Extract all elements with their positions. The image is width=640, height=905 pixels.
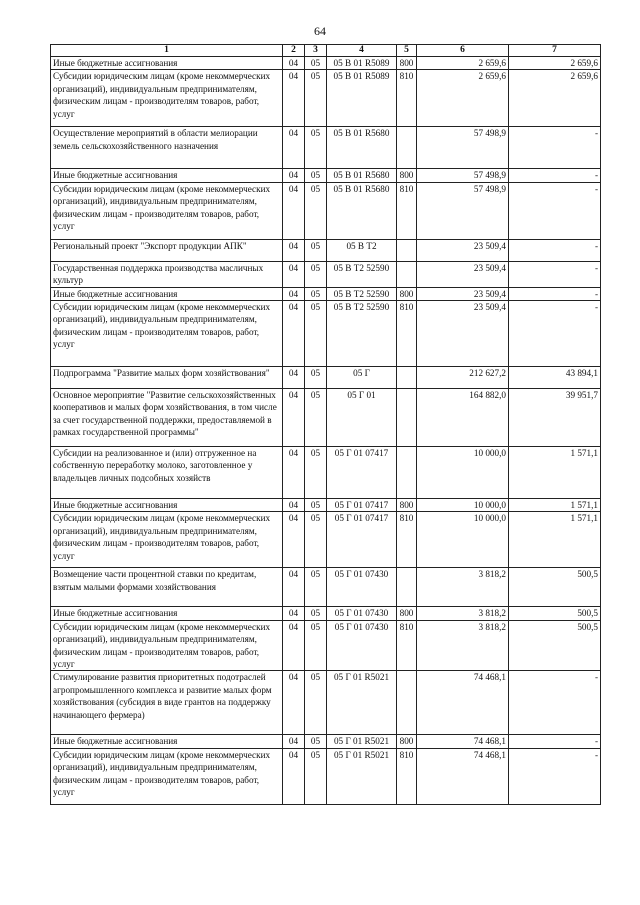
table-row [51, 239, 601, 261]
row-code-cell: 04 [283, 389, 305, 447]
row-amount-cell: 500,5 [509, 620, 601, 671]
row-amount-cell: 10 000,0 [417, 499, 509, 512]
row-code-cell: 05 [305, 70, 327, 127]
row-code-cell: 05 [305, 169, 327, 182]
budget-table [50, 44, 601, 805]
row-code-cell: 05 В 01 R5680 [327, 127, 397, 169]
row-name-cell: Иные бюджетные ассигнования [51, 57, 283, 70]
table-row [51, 671, 601, 735]
row-amount-cell: 2 659,6 [509, 70, 601, 127]
row-code-cell: 05 [305, 568, 327, 607]
row-code-cell: 04 [283, 169, 305, 182]
row-code-cell: 05 [305, 57, 327, 70]
header-col-3: 3 [305, 45, 327, 57]
header-col-7: 7 [509, 45, 601, 57]
row-amount-cell: 3 818,2 [417, 607, 509, 620]
row-code-cell: 05 Г 01 [327, 389, 397, 447]
row-code-cell: 04 [283, 735, 305, 748]
row-code-cell: 05 [305, 182, 327, 239]
row-name-cell: Государственная поддержка производства масличных культур [51, 261, 283, 287]
row-code-cell: 04 [283, 239, 305, 261]
table-row [51, 287, 601, 300]
row-amount-cell: 10 000,0 [417, 512, 509, 568]
row-code-cell: 05 В 01 R5089 [327, 70, 397, 127]
row-code-cell: 05 [305, 287, 327, 300]
row-name-cell: Субсидии юридическим лицам (кроме некоммерческих организаций), индивидуальным предпринимателям, физическим лицам - производителям товаров, работ, услуг [51, 620, 283, 671]
row-code-cell: 05 [305, 512, 327, 568]
row-name-cell: Стимулирование развития приоритетных подотраслей агропромышленного комплекса и развитие малых форм хозяйствования (субсидия в виде грантов на поддержку начинающего фермера) [51, 671, 283, 735]
row-name-cell: Осуществление мероприятий в области мелиорации земель сельскохозяйственного назначения [51, 127, 283, 169]
row-code-cell: 810 [397, 182, 417, 239]
row-code-cell: 05 [305, 127, 327, 169]
row-code-cell: 05 В 01 R5089 [327, 57, 397, 70]
row-code-cell: 04 [283, 287, 305, 300]
table-row [51, 127, 601, 169]
row-code-cell: 04 [283, 367, 305, 389]
row-code-cell [397, 261, 417, 287]
row-code-cell: 05 [305, 447, 327, 499]
row-code-cell: 800 [397, 57, 417, 70]
row-amount-cell: 57 498,9 [417, 169, 509, 182]
row-code-cell: 05 [305, 239, 327, 261]
table-row [51, 607, 601, 620]
row-code-cell: 05 Г 01 R5021 [327, 671, 397, 735]
row-amount-cell: 164 882,0 [417, 389, 509, 447]
row-code-cell [397, 671, 417, 735]
row-code-cell: 05 [305, 671, 327, 735]
row-code-cell: 05 Г 01 R5021 [327, 735, 397, 748]
table-row [51, 261, 601, 287]
row-code-cell: 05 [305, 301, 327, 367]
row-code-cell: 04 [283, 671, 305, 735]
row-name-cell: Иные бюджетные ассигнования [51, 735, 283, 748]
row-code-cell: 05 Г 01 07417 [327, 512, 397, 568]
row-code-cell: 810 [397, 620, 417, 671]
row-amount-cell: - [509, 239, 601, 261]
row-amount-cell: - [509, 287, 601, 300]
row-code-cell: 05 Г 01 07417 [327, 499, 397, 512]
row-code-cell: 04 [283, 748, 305, 804]
row-amount-cell: 500,5 [509, 607, 601, 620]
row-name-cell: Возмещение части процентной ставки по кредитам, взятым малыми формами хозяйствования [51, 568, 283, 607]
table-row [51, 57, 601, 70]
row-name-cell: Субсидии юридическим лицам (кроме некоммерческих организаций), индивидуальным предпринимателям, физическим лицам - производителям товаров, работ, услуг [51, 301, 283, 367]
row-amount-cell: 74 468,1 [417, 748, 509, 804]
row-name-cell: Подпрограмма "Развитие малых форм хозяйствования" [51, 367, 283, 389]
row-code-cell: 05 В T2 52590 [327, 301, 397, 367]
row-amount-cell: - [509, 261, 601, 287]
row-code-cell: 810 [397, 70, 417, 127]
row-code-cell: 04 [283, 447, 305, 499]
row-amount-cell: 23 509,4 [417, 287, 509, 300]
row-amount-cell: 43 894,1 [509, 367, 601, 389]
table-row [51, 367, 601, 389]
table-row [51, 389, 601, 447]
row-code-cell: 05 В T2 52590 [327, 261, 397, 287]
row-code-cell [397, 367, 417, 389]
row-code-cell: 800 [397, 607, 417, 620]
row-name-cell: Основное мероприятие "Развитие сельскохозяйственных кооперативов и малых форм хозяйствования, в том числе за счет государственной поддержки, предоставляемой в рамках государственной программы" [51, 389, 283, 447]
row-code-cell: 810 [397, 748, 417, 804]
table-row [51, 499, 601, 512]
row-code-cell: 05 [305, 367, 327, 389]
row-amount-cell: 23 509,4 [417, 239, 509, 261]
row-code-cell: 810 [397, 301, 417, 367]
row-amount-cell: - [509, 127, 601, 169]
row-amount-cell: 3 818,2 [417, 568, 509, 607]
table-row [51, 620, 601, 671]
row-amount-cell: - [509, 735, 601, 748]
row-code-cell: 04 [283, 182, 305, 239]
row-amount-cell: 2 659,6 [417, 57, 509, 70]
row-code-cell: 05 [305, 607, 327, 620]
row-code-cell: 04 [283, 70, 305, 127]
row-code-cell: 04 [283, 568, 305, 607]
row-code-cell: 04 [283, 57, 305, 70]
row-code-cell: 800 [397, 287, 417, 300]
header-col-5: 5 [397, 45, 417, 57]
row-name-cell: Региональный проект "Экспорт продукции АПК" [51, 239, 283, 261]
row-amount-cell: 2 659,6 [417, 70, 509, 127]
table-row [51, 182, 601, 239]
row-amount-cell: 3 818,2 [417, 620, 509, 671]
row-code-cell [397, 127, 417, 169]
row-code-cell: 04 [283, 261, 305, 287]
table-row [51, 301, 601, 367]
table-row [51, 735, 601, 748]
row-code-cell [397, 568, 417, 607]
row-amount-cell: - [509, 671, 601, 735]
header-col-6: 6 [417, 45, 509, 57]
row-name-cell: Субсидии юридическим лицам (кроме некоммерческих организаций), индивидуальным предпринимателям, физическим лицам - производителям товаров, работ, услуг [51, 748, 283, 804]
row-amount-cell: 57 498,9 [417, 182, 509, 239]
row-name-cell: Иные бюджетные ассигнования [51, 607, 283, 620]
row-code-cell: 800 [397, 169, 417, 182]
row-amount-cell: 212 627,2 [417, 367, 509, 389]
row-amount-cell: - [509, 182, 601, 239]
row-code-cell: 05 В T2 [327, 239, 397, 261]
row-name-cell: Иные бюджетные ассигнования [51, 287, 283, 300]
row-code-cell: 04 [283, 512, 305, 568]
row-code-cell: 04 [283, 499, 305, 512]
row-code-cell: 05 [305, 261, 327, 287]
row-amount-cell: - [509, 748, 601, 804]
row-code-cell: 05 Г 01 07430 [327, 607, 397, 620]
row-code-cell: 05 Г 01 07430 [327, 620, 397, 671]
row-name-cell: Субсидии юридическим лицам (кроме некоммерческих организаций), индивидуальным предпринимателям, физическим лицам - производителям товаров, работ, услуг [51, 70, 283, 127]
row-amount-cell: 39 951,7 [509, 389, 601, 447]
row-code-cell: 05 В T2 52590 [327, 287, 397, 300]
page-number: 64 [314, 24, 326, 38]
row-name-cell: Субсидии юридическим лицам (кроме некоммерческих организаций), индивидуальным предпринимателям, физическим лицам - производителям товаров, работ, услуг [51, 512, 283, 568]
table-row [51, 70, 601, 127]
row-amount-cell: - [509, 169, 601, 182]
table-row [51, 447, 601, 499]
row-amount-cell: 1 571,1 [509, 512, 601, 568]
row-amount-cell: 500,5 [509, 568, 601, 607]
row-code-cell: 810 [397, 512, 417, 568]
row-code-cell: 05 Г 01 07417 [327, 447, 397, 499]
table-row [51, 512, 601, 568]
table-row [51, 748, 601, 804]
row-code-cell: 04 [283, 607, 305, 620]
row-amount-cell: 10 000,0 [417, 447, 509, 499]
row-amount-cell: 74 468,1 [417, 671, 509, 735]
row-code-cell: 05 В 01 R5680 [327, 169, 397, 182]
row-code-cell: 05 Г [327, 367, 397, 389]
row-code-cell: 05 [305, 499, 327, 512]
row-amount-cell: 1 571,1 [509, 499, 601, 512]
table-header-row [51, 45, 601, 57]
row-code-cell: 05 Г 01 R5021 [327, 748, 397, 804]
row-code-cell [397, 447, 417, 499]
row-code-cell: 800 [397, 735, 417, 748]
row-code-cell: 05 Г 01 07430 [327, 568, 397, 607]
header-col-4: 4 [327, 45, 397, 57]
row-code-cell: 04 [283, 620, 305, 671]
row-amount-cell: 1 571,1 [509, 447, 601, 499]
row-amount-cell: 2 659,6 [509, 57, 601, 70]
row-name-cell: Иные бюджетные ассигнования [51, 169, 283, 182]
row-code-cell: 05 [305, 735, 327, 748]
row-code-cell: 05 В 01 R5680 [327, 182, 397, 239]
row-code-cell: 04 [283, 127, 305, 169]
header-col-2: 2 [283, 45, 305, 57]
row-code-cell [397, 239, 417, 261]
row-code-cell: 05 [305, 620, 327, 671]
row-amount-cell: - [509, 301, 601, 367]
table-row [51, 169, 601, 182]
row-code-cell: 04 [283, 301, 305, 367]
row-code-cell [397, 389, 417, 447]
row-name-cell: Субсидии юридическим лицам (кроме некоммерческих организаций), индивидуальным предпринимателям, физическим лицам - производителям товаров, работ, услуг [51, 182, 283, 239]
row-name-cell: Иные бюджетные ассигнования [51, 499, 283, 512]
header-col-1: 1 [51, 45, 283, 57]
row-amount-cell: 57 498,9 [417, 127, 509, 169]
row-code-cell: 05 [305, 748, 327, 804]
row-code-cell: 05 [305, 389, 327, 447]
table-row [51, 568, 601, 607]
row-amount-cell: 74 468,1 [417, 735, 509, 748]
row-name-cell: Субсидии на реализованное и (или) отгруженное на собственную переработку молоко, заготовленное у владельцев личных подсобных хозяйств [51, 447, 283, 499]
row-amount-cell: 23 509,4 [417, 261, 509, 287]
row-code-cell: 800 [397, 499, 417, 512]
row-amount-cell: 23 509,4 [417, 301, 509, 367]
